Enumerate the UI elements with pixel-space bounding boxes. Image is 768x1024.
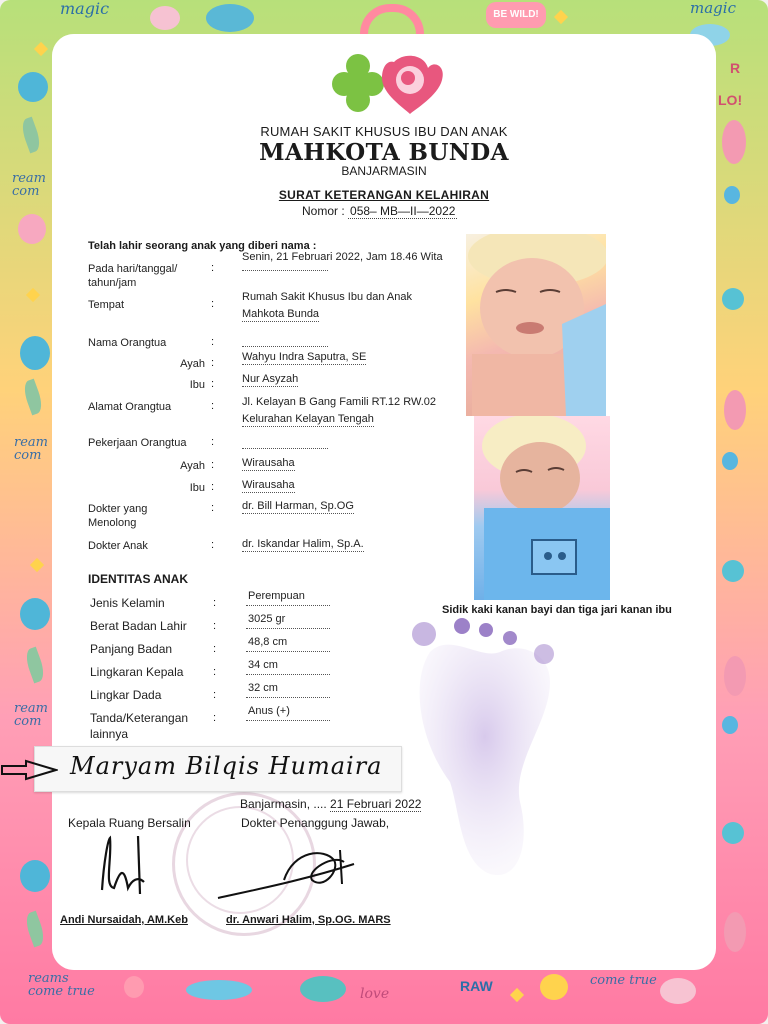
cloud-icon: [150, 6, 180, 30]
field-label-birth-date: Pada hari/tanggal/ tahun/jam: [88, 263, 178, 289]
blob-icon: [18, 72, 48, 102]
border-text-left-1: ream com: [12, 171, 46, 199]
field-label-doctor: Dokter yang Menolong: [88, 503, 148, 529]
field-value-body-length: 48,8 cm: [248, 636, 288, 648]
field-label-head-circumference: Lingkaran Kepala: [90, 665, 184, 679]
field-label-pediatrician: Dokter Anak: [88, 540, 148, 552]
dotted-line: [242, 346, 328, 347]
field-label-mother: Ibu: [189, 379, 205, 391]
colon: :: [211, 436, 215, 448]
field-value-father-occupation: Wirausaha: [242, 457, 295, 469]
moon-icon: [540, 974, 568, 1000]
colon: :: [213, 712, 217, 724]
dotted-line: [246, 674, 330, 675]
colon: :: [211, 539, 215, 551]
field-label-body-length: Panjang Badan: [90, 642, 173, 656]
hospital-logo-icon: [330, 52, 446, 122]
colon: :: [211, 459, 215, 471]
balloon-icon: [722, 452, 738, 470]
role-right: Dokter Penanggung Jawab,: [241, 816, 390, 830]
blob-icon: [722, 288, 744, 310]
field-value-notes: Anus (+): [248, 705, 290, 717]
border-badge-bewild: BE WILD!: [486, 2, 546, 28]
dotted-line: [246, 697, 330, 698]
number-value: 058– MB—II—2022: [350, 204, 456, 218]
document-title: SURAT KETERANGAN KELAHIRAN: [278, 188, 490, 202]
field-value-doctor: dr. Bill Harman, Sp.OG: [242, 500, 354, 512]
blob-icon: [722, 822, 744, 844]
field-label-place: Tempat: [88, 299, 125, 311]
border-text-bottom-left: reams come true: [28, 971, 95, 999]
blob-icon: [722, 560, 744, 582]
border-text-bottom-right: come true: [590, 973, 657, 988]
place-prefix: Banjarmasin, ....: [240, 797, 327, 811]
field-label-sex: Jenis Kelamin: [90, 596, 165, 610]
place-date: 21 Februari 2022: [330, 797, 422, 811]
field-value-address-1: Jl. Kelayan B Gang Famili RT.12 RW.02: [242, 396, 437, 408]
colon: :: [213, 597, 217, 609]
footprint-caption: Sidik kaki kanan bayi dan tiga jari kanan ibu: [442, 604, 672, 616]
leaf-icon: [206, 4, 254, 32]
field-value-mother: Nur Asyzah: [242, 373, 299, 385]
balloon-icon: [124, 976, 144, 998]
signature-right: [214, 840, 364, 910]
signature-place-date: [240, 797, 421, 811]
colon: :: [211, 357, 215, 369]
colon: :: [211, 298, 215, 310]
border-text-left-2: ream com: [14, 435, 48, 463]
signatory-name-right: dr. Anwari Halim, Sp.OG. MARS: [226, 914, 391, 926]
dotted-line: [246, 605, 330, 606]
field-value-birth-date: Senin, 21 Februari 2022, Jam 18.46 Wita: [242, 251, 443, 263]
field-value-place-1: Rumah Sakit Khusus Ibu dan Anak: [242, 291, 412, 303]
flower-icon: [724, 912, 746, 952]
child-name: Maryam Bilqis Humaira: [70, 752, 383, 780]
colon: :: [213, 643, 217, 655]
elephant-icon: [20, 336, 50, 370]
number-label: Nomor :: [302, 204, 345, 218]
blob-icon: [18, 214, 46, 244]
elephant-icon: [20, 860, 50, 892]
dotted-line: [246, 651, 330, 652]
border-text-raw: RAW: [460, 978, 493, 994]
border-text-right-2: LO!: [718, 92, 743, 108]
field-value-pediatrician: dr. Iskandar Halim, Sp.A.: [242, 538, 364, 550]
field-value-place-2: Mahkota Bunda: [242, 308, 320, 320]
baby-photo-1: [466, 234, 606, 416]
field-value-address-2: Kelurahan Kelayan Tengah: [242, 413, 374, 425]
border-text-magic-left: magic: [60, 0, 110, 18]
field-value-mother-occupation: Wirausaha: [242, 479, 295, 491]
balloon-icon: [722, 716, 738, 734]
intro-text: Telah lahir seorang anak yang diberi nama :: [88, 240, 317, 252]
field-value-sex: Perempuan: [248, 590, 305, 602]
document-number: [302, 204, 457, 218]
field-label-occupation: Pekerjaan Orangtua: [88, 437, 187, 449]
field-value-chest-circumference: 32 cm: [248, 682, 278, 694]
field-value-head-circumference: 34 cm: [248, 659, 278, 671]
flower-icon: [724, 390, 746, 430]
hospital-type-line: RUMAH SAKIT KHUSUS IBU DAN ANAK: [260, 124, 508, 139]
dotted-line: [242, 270, 328, 271]
field-value-birth-weight: 3025 gr: [248, 613, 286, 625]
field-label-father-occupation: Ayah: [180, 460, 205, 472]
field-label-mother-occupation: Ibu: [189, 482, 205, 494]
border-text-right-1: R: [730, 60, 741, 76]
signature-left: [94, 830, 154, 900]
unicorn-icon: [660, 978, 696, 1004]
baby-photo-2: [474, 416, 610, 600]
colon: :: [211, 378, 215, 390]
elephant-icon: [20, 598, 50, 630]
colon: :: [213, 689, 217, 701]
field-label-father: Ayah: [180, 358, 205, 370]
colon: :: [211, 400, 215, 412]
border-text-left-3: ream com: [14, 701, 48, 729]
field-label-notes: Tanda/Keterangan lainnya: [90, 711, 189, 741]
hospital-city: BANJARMASIN: [341, 164, 427, 178]
dotted-line: [246, 628, 330, 629]
colon: :: [211, 481, 215, 493]
elephant-icon: [300, 976, 346, 1002]
role-left: Kepala Ruang Bersalin: [68, 816, 191, 830]
field-label-address: Alamat Orangtua: [88, 401, 172, 413]
ufo-icon: [186, 980, 252, 1000]
colon: :: [211, 502, 215, 514]
colon: :: [211, 262, 215, 274]
hospital-name: MAHKOTA BUNDA: [259, 139, 509, 166]
signatory-name-left: Andi Nursaidah, AM.Keb: [60, 914, 188, 926]
field-label-parents: Nama Orangtua: [88, 337, 167, 349]
field-label-birth-weight: Berat Badan Lahir: [90, 619, 187, 633]
flower-icon: [724, 656, 746, 696]
field-value-father: Wahyu Indra Saputra, SE: [242, 351, 367, 363]
section-title-identity: IDENTITAS ANAK: [88, 572, 188, 586]
colon: :: [213, 666, 217, 678]
arrow-icon: [0, 758, 58, 782]
colon: :: [211, 336, 215, 348]
footprint-image: [400, 612, 560, 882]
border-text-magic-right: magic: [690, 0, 736, 17]
dotted-line: [242, 448, 328, 449]
field-label-chest-circumference: Lingkar Dada: [90, 688, 162, 702]
dotted-line: [246, 720, 330, 721]
colon: :: [213, 620, 217, 632]
border-text-love: love: [360, 986, 390, 1002]
